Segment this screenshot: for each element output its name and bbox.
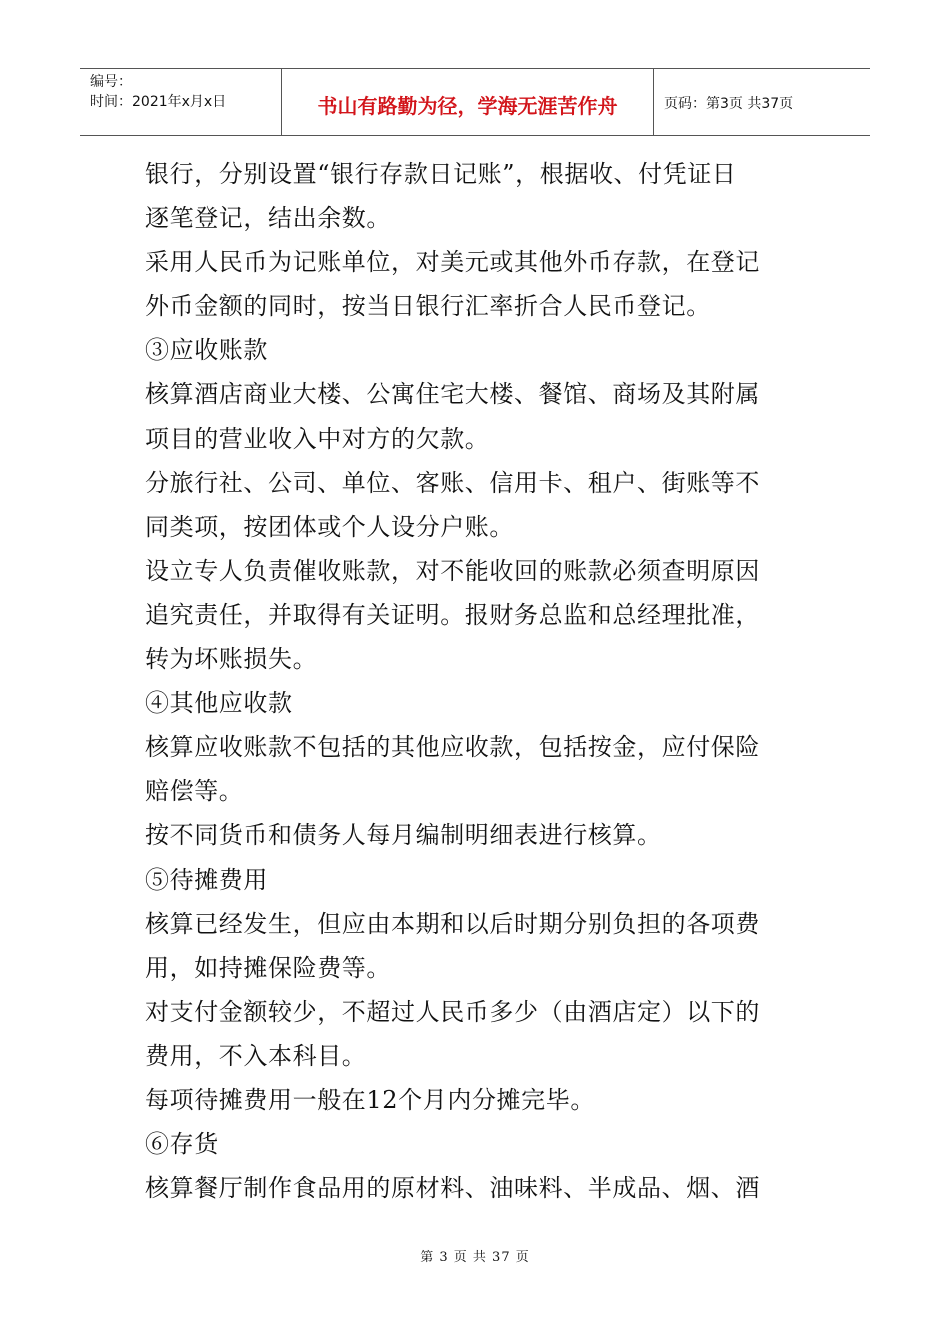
text-line: 转为坏账损失。 [145, 645, 318, 674]
text-line: 逐笔登记，结出余数。 [145, 204, 391, 233]
text-line: 外币金额的同时，按当日银行汇率折合人民币登记。 [145, 292, 711, 321]
number-label: 编号： [90, 74, 132, 90]
text-line: 核算餐厅制作食品用的原材料、油味料、半成品、烟、酒 [145, 1174, 760, 1203]
text-line: 项目的营业收入中对方的欠款。 [145, 424, 490, 453]
page-header [80, 68, 870, 136]
text-line: 采用人民币为记账单位，对美元或其他外币存款，在登记 [145, 248, 760, 277]
document-body [145, 152, 810, 1210]
text-line: 同类项，按团体或个人设分户账。 [145, 512, 514, 541]
text-line: 用，如持摊保险费等。 [145, 953, 391, 982]
text-line: 追究责任，并取得有关证明。报财务总监和总经理批准， [145, 600, 760, 629]
text-line: 赔偿等。 [145, 777, 244, 806]
page-footer: 第 3 页 共 37 页 [420, 1250, 530, 1265]
text-line: ⑤待摊费用 [145, 865, 268, 894]
text-line: 核算应收账款不包括的其他应收款，包括按金，应付保险 [145, 733, 760, 762]
header-meta [80, 69, 282, 135]
text-line: 按不同货币和债务人每月编制明细表进行核算。 [145, 821, 662, 850]
date-label: 时间：2021年x月x日 [90, 94, 227, 110]
text-line: 核算已经发生，但应由本期和以后时期分别负担的各项费 [145, 909, 760, 938]
text-line: 银行，分别设置“银行存款日记账”，根据收、付凭证日 [145, 160, 737, 188]
text-line: 对支付金额较少，不超过人民币多少（由酒店定）以下的 [145, 997, 760, 1026]
header-motto: 书山有路勤为径，学海无涯苦作舟 [282, 69, 654, 135]
text-line: ④其他应收款 [145, 689, 293, 718]
text-line: 费用，不入本科目。 [145, 1041, 367, 1070]
text-line: 每项待摊费用一般在12个月内分摊完毕。 [145, 1085, 595, 1114]
text-line: 分旅行社、公司、单位、客账、信用卡、租户、街账等不 [145, 468, 760, 497]
header-page-info: 页码：第3页 共37页 [664, 96, 794, 112]
text-line: ③应收账款 [145, 336, 268, 365]
text-line: ⑥存货 [145, 1130, 219, 1159]
text-line: 设立专人负责催收账款，对不能收回的账款必须查明原因 [145, 556, 760, 585]
text-line: 核算酒店商业大楼、公寓住宅大楼、餐馆、商场及其附属 [145, 380, 760, 409]
